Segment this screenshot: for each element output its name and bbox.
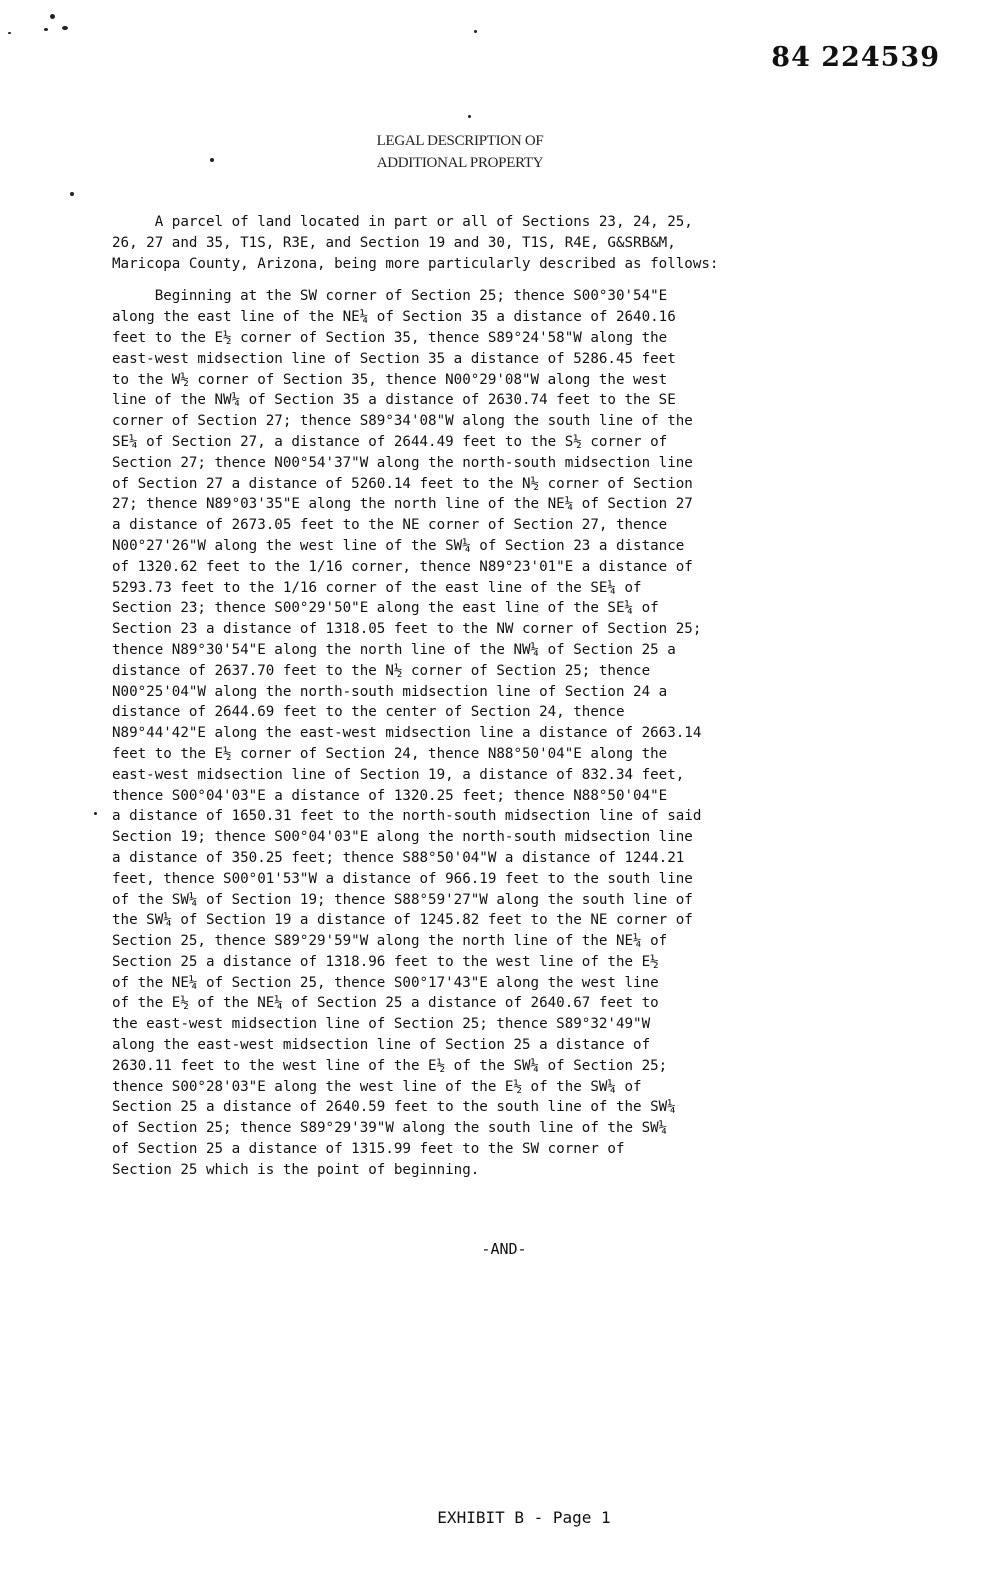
scan-speck [468,115,471,118]
heading-line-1: LEGAL DESCRIPTION OF [376,133,544,149]
scan-speck [210,158,214,162]
and-separator: -AND- [481,1240,527,1258]
document-heading [280,130,640,174]
scan-speck [474,30,477,33]
page-footer: EXHIBIT B - Page 1 [437,1508,611,1527]
scan-speck [50,14,55,19]
document-number: 84 224539 [771,42,940,73]
description-paragraph: Beginning at the SW corner of Section 25; thence S00°30'54"E along the east line of the NE¼ of Section 35 a distance of 2640.16 feet to the E½ corner of Section 35, thence S89°24'58"W along the east-west midsection line of Section 35 a distance of 5286.45 feet to the W½ corner of Section 35, thence N00°29'08"W along the west line of the NW¼ of Section 35 a distance of 2630.74 feet to the SE corner of Section 27; thence S89°34'08"W along the south line of the SE¼ of Section 27, a distance of 2644.49 feet to the S½ corner of Section 27; thence N00°54'37"W along the north-south midsection line of Section 27 a distance of 5260.14 feet to the N½ corner of Section 27; thence N89°03'35"E along the north line of the NE¼ of Section 27 a distance of 2673.05 feet to the NE corner of Section 27, thence N00°27'26"W along the west line of the SW¼ of Section 23 a distance of 1320.62 feet to the 1/16 corner, thence N89°23'01"E a distance of 5293.73 feet to the 1/16 corner of the east line of the SE¼ of Section 23; thence S00°29'50"E along the east line of the SE¼ of Section 23 a distance of 1318.05 feet to the NW corner of Section 25; thence N89°30'54"E along the north line of the NW¼ of Section 25 a distance of 2637.70 feet to the N½ corner of Section 25; thence N00°25'04"W along the north-south midsection line of Section 24 a distance of 2644.69 feet to the center of Section 24, thence N89°44'42"E along the east-west midsection line a distance of 2663.14 feet to the E½ corner of Section 24, thence N88°50'04"E along the east-west midsection line of Section 19, a distance of 832.34 feet, thence S00°04'03"E a distance of 1320.25 feet; thence N88°50'04"E a distance of 1650.31 feet to the north-south midsection line of said Section 19; thence S00°04'03"E along the north-south midsection line a distance of 350.25 feet; thence S88°50'04"W a distance of 1244.21 feet, thence S00°01'53"W a distance of 966.19 feet to the south line of the SW¼ of Section 19; thence S88°59'27"W along the south line of the SW¼ of Section 19 a distance of 1245.82 feet to the NE corner of Section 25, thence S89°29'59"W along the north line of the NE¼ of Section 25 a distance of 1318.96 feet to the west line of the E½ of the NE¼ of Section 25, thence S00°17'43"E along the west line of the E½ of the NE¼ of Section 25 a distance of 2640.67 feet to the east-west midsection line of Section 25; thence S89°32'49"W along the east-west midsection line of Section 25 a distance of 2630.11 feet to the west line of the E½ of the SW¼ of Section 25; thence S00°28'03"E along the west line of the E½ of the SW¼ of Section 25 a distance of 2640.59 feet to the south line of the SW¼ of Section 25; thence S89°29'39"W along the south line of the SW¼ of Section 25 a distance of 1315.99 feet to the SW corner of Section 25 which is the point of beginning. [112,288,702,1178]
scan-speck [8,32,11,34]
scan-speck [62,26,68,30]
legal-description-body [112,212,852,1181]
scan-speck [44,28,48,31]
scan-speck [94,812,97,815]
intro-paragraph: A parcel of land located in part or all of Sections 23, 24, 25, 26, 27 and 35, T1S, R3E, and Section 19 and 30, T1S, R4E, G&SRB&M, Maricopa County, Arizona, being more particularly described as follows: [112,214,719,272]
heading-line-2: ADDITIONAL PROPERTY [376,155,544,171]
scan-speck [70,192,74,196]
